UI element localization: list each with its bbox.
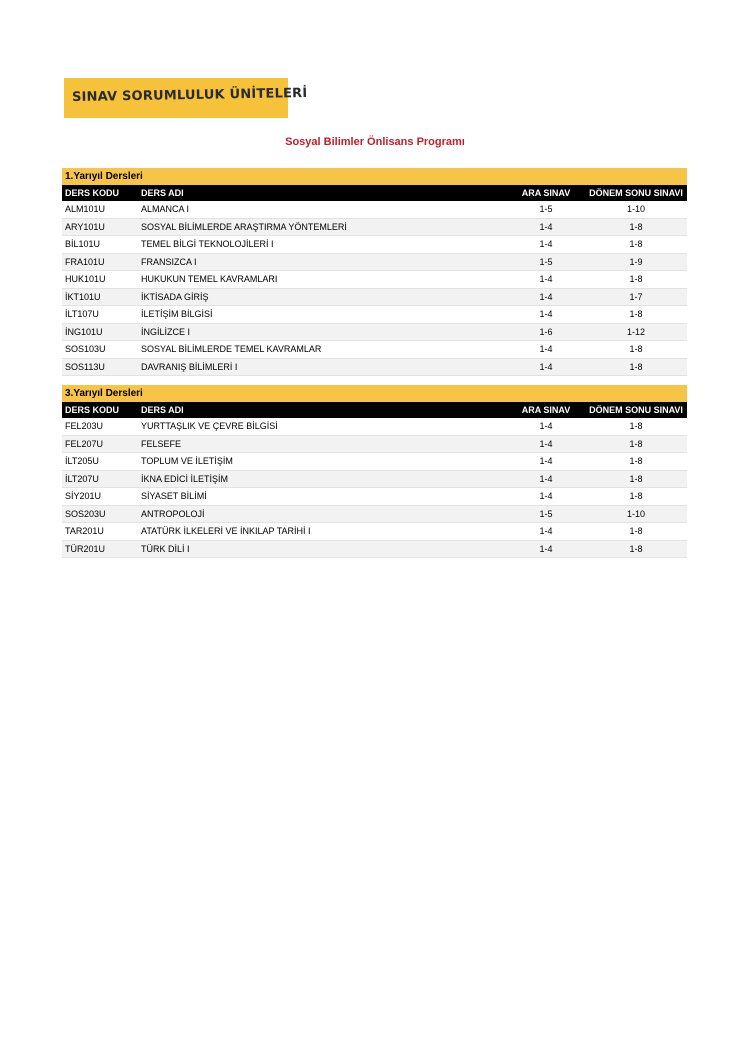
- final-units: 1-8: [629, 344, 643, 354]
- midterm-units: 1-4: [539, 361, 553, 372]
- semester-3-table: [62, 385, 687, 558]
- semester-heading: 3.Yarıyıl Dersleri: [62, 385, 687, 402]
- final-units: 1-8: [629, 274, 643, 284]
- midterm-units: 1-4: [539, 526, 553, 536]
- course-code: SOS113U: [65, 361, 105, 372]
- midterm-units: 1-4: [539, 543, 553, 554]
- final-units: 1-8: [629, 491, 643, 501]
- course-name: HUKUKUN TEMEL KAVRAMLARI: [141, 274, 278, 284]
- program-title: Sosyal Bilimler Önlisans Programı: [285, 136, 465, 148]
- final-units: 1-12: [626, 326, 645, 337]
- table-row: [62, 453, 687, 471]
- course-code: HUK101U: [65, 274, 106, 284]
- course-code: İNG101U: [65, 326, 103, 337]
- final-units: 1-8: [629, 309, 643, 319]
- midterm-units: 1-5: [539, 204, 553, 214]
- course-code: BİL101U: [65, 239, 101, 249]
- semester-heading: 1.Yarıyıl Dersleri: [62, 168, 687, 185]
- table-row: [62, 359, 687, 377]
- column-header-code: DERS KODU: [65, 188, 120, 198]
- banner-title: SINAV SORUMLULUK ÜNİTELERİ: [71, 85, 308, 106]
- course-name: İLETİŞİM BİLGİSİ: [141, 309, 213, 319]
- column-header-name: DERS ADI: [141, 405, 184, 415]
- column-header-code: DERS KODU: [65, 405, 120, 415]
- final-units: 1-8: [629, 421, 643, 431]
- table-row: [62, 219, 687, 237]
- course-code: İLT207U: [65, 473, 99, 484]
- final-units: 1-8: [629, 473, 643, 484]
- midterm-units: 1-4: [539, 239, 553, 249]
- title-banner: [64, 78, 308, 118]
- table-row: [62, 201, 687, 219]
- course-code: FEL207U: [65, 438, 104, 449]
- table-row: [62, 306, 687, 324]
- midterm-units: 1-4: [539, 291, 553, 302]
- course-code: SOS203U: [65, 508, 106, 519]
- final-units: 1-8: [629, 526, 643, 536]
- final-units: 1-7: [629, 291, 643, 302]
- midterm-units: 1-4: [539, 438, 553, 449]
- table-row: [62, 271, 687, 289]
- course-name: İNGİLİZCE I: [141, 326, 191, 337]
- final-units: 1-8: [629, 361, 643, 372]
- course-name: TEMEL BİLGİ TEKNOLOJİLERİ I: [141, 239, 274, 249]
- course-name: ALMANCA I: [141, 204, 190, 214]
- course-code: ARY101U: [65, 221, 105, 232]
- course-name: FELSEFE: [141, 438, 182, 449]
- final-units: 1-8: [629, 456, 643, 466]
- midterm-units: 1-5: [539, 256, 553, 267]
- course-name: FRANSIZCA I: [141, 256, 197, 267]
- course-name: SOSYAL BİLİMLERDE TEMEL KAVRAMLAR: [141, 344, 322, 354]
- final-units: 1-9: [629, 256, 643, 267]
- midterm-units: 1-4: [539, 421, 553, 431]
- column-header-row: [62, 185, 687, 201]
- table-row: [62, 471, 687, 489]
- column-header-final: DÖNEM SONU SINAVI: [589, 188, 683, 198]
- final-units: 1-10: [626, 508, 645, 519]
- course-name: SOSYAL BİLİMLERDE ARAŞTIRMA YÖNTEMLERİ: [141, 221, 347, 232]
- course-name: TÜRK DİLİ I: [141, 543, 190, 554]
- course-name: SİYASET BİLİMİ: [141, 491, 207, 501]
- course-name: DAVRANIŞ BİLİMLERİ I: [141, 361, 238, 372]
- course-code: TÜR201U: [65, 543, 106, 554]
- semester-1-table: [62, 168, 687, 376]
- course-code: İKT101U: [65, 291, 101, 302]
- column-header-name: DERS ADI: [141, 188, 184, 198]
- table-row: [62, 289, 687, 307]
- table-body: [62, 418, 687, 558]
- course-name: TOPLUM VE İLETİŞİM: [141, 456, 233, 466]
- course-code: SİY201U: [65, 491, 102, 501]
- course-code: FEL203U: [65, 421, 104, 431]
- table-row: [62, 254, 687, 272]
- midterm-units: 1-4: [539, 274, 553, 284]
- course-name: ATATÜRK İLKELERİ VE İNKILAP TARİHİ I: [141, 526, 311, 536]
- column-header-midterm: ARA SINAV: [521, 188, 571, 198]
- course-name: ANTROPOLOJİ: [141, 508, 205, 519]
- final-units: 1-10: [626, 204, 645, 214]
- course-code: ALM101U: [65, 204, 106, 214]
- table-row: [62, 236, 687, 254]
- column-header-final: DÖNEM SONU SINAVI: [589, 405, 683, 415]
- final-units: 1-8: [629, 221, 643, 232]
- table-row: [62, 523, 687, 541]
- final-units: 1-8: [629, 239, 643, 249]
- midterm-units: 1-5: [539, 508, 553, 519]
- table-row: [62, 506, 687, 524]
- midterm-units: 1-6: [539, 326, 553, 337]
- midterm-units: 1-4: [539, 473, 553, 484]
- course-code: SOS103U: [65, 344, 106, 354]
- course-code: TAR201U: [65, 526, 104, 536]
- midterm-units: 1-4: [539, 221, 553, 232]
- table-row: [62, 541, 687, 559]
- table-row: [62, 341, 687, 359]
- course-name: İKNA EDİCİ İLETİŞİM: [141, 473, 229, 484]
- table-row: [62, 324, 687, 342]
- course-code: İLT107U: [65, 309, 99, 319]
- course-code: İLT205U: [65, 456, 99, 466]
- table-row: [62, 418, 687, 436]
- column-header-midterm: ARA SINAV: [521, 405, 571, 415]
- table-row: [62, 488, 687, 506]
- midterm-units: 1-4: [539, 456, 553, 466]
- midterm-units: 1-4: [539, 344, 553, 354]
- final-units: 1-8: [629, 438, 643, 449]
- table-body: [62, 201, 687, 376]
- course-name: İKTİSADA GİRİŞ: [141, 291, 209, 302]
- column-header-row: [62, 402, 687, 418]
- final-units: 1-8: [629, 543, 643, 554]
- table-row: [62, 436, 687, 454]
- midterm-units: 1-4: [539, 491, 553, 501]
- midterm-units: 1-4: [539, 309, 553, 319]
- course-code: FRA101U: [65, 256, 105, 267]
- course-name: YURTTAŞLIK VE ÇEVRE BİLGİSİ: [141, 421, 278, 431]
